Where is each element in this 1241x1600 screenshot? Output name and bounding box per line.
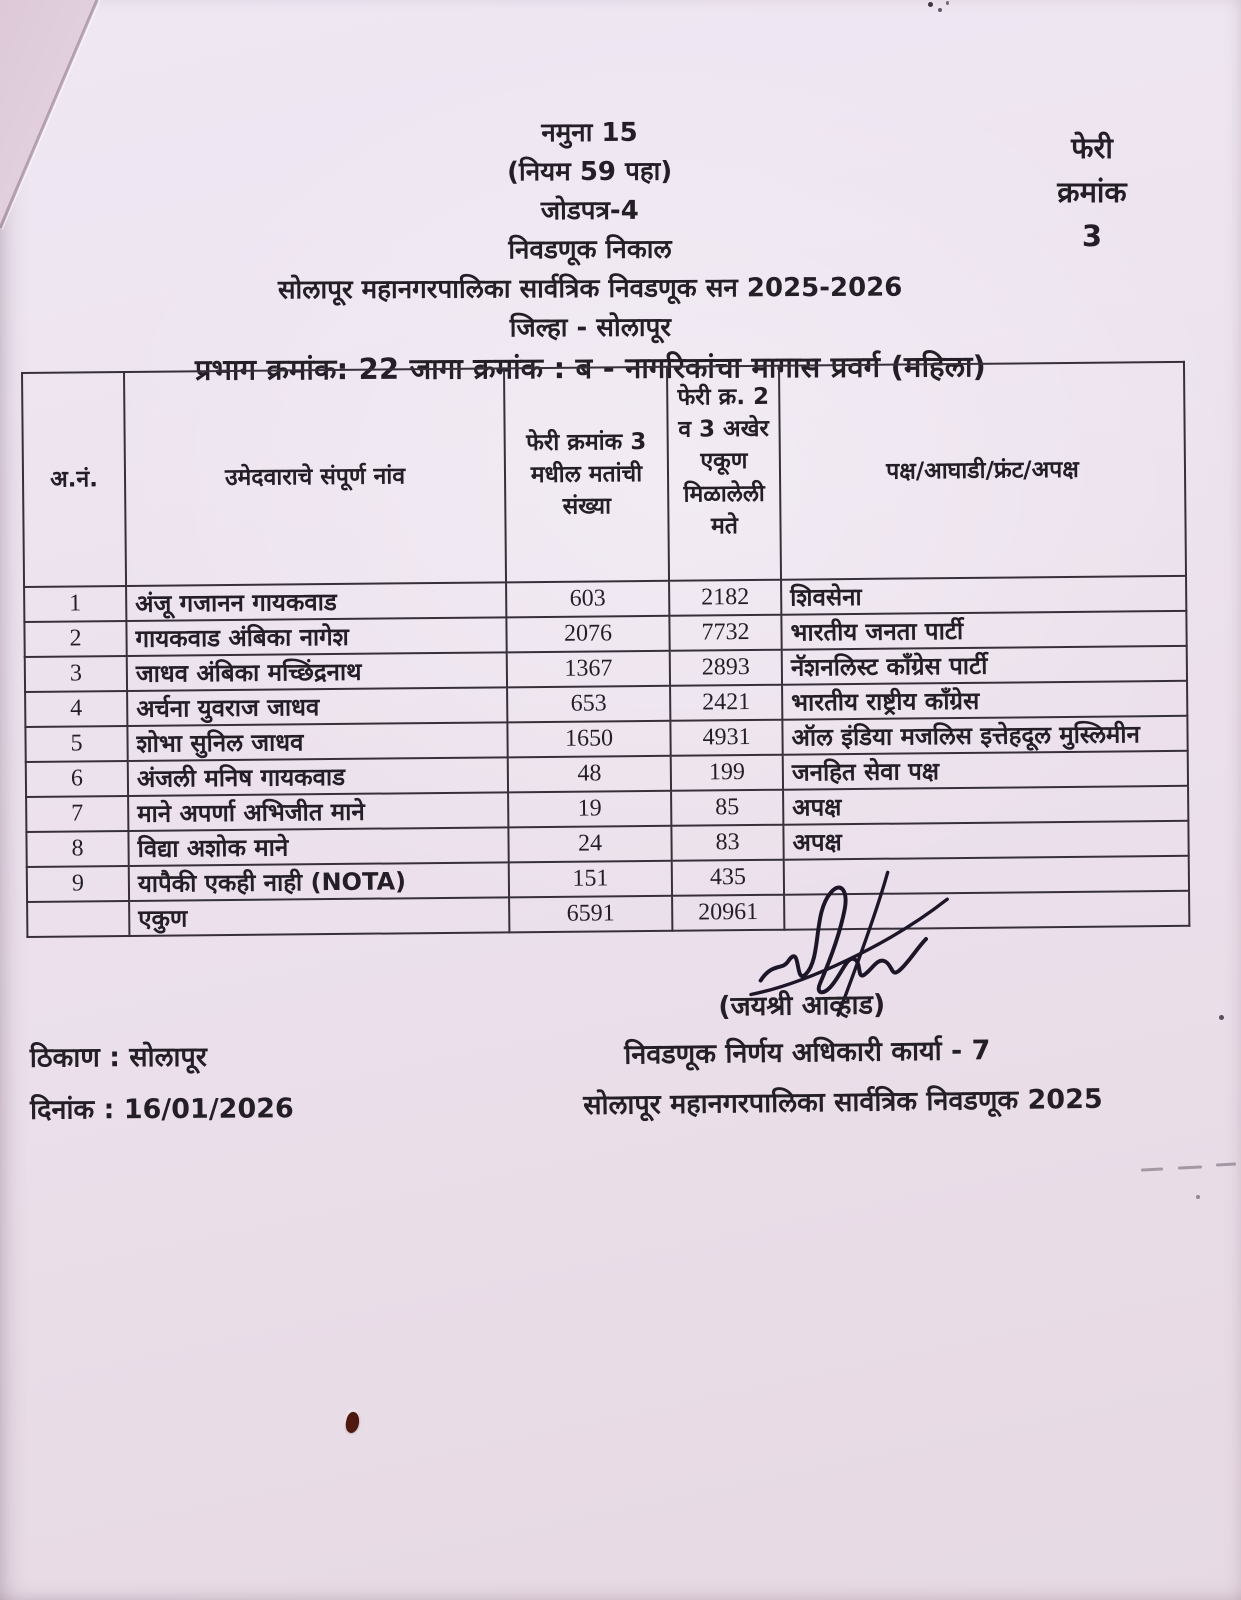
cell-total-votes: 435 xyxy=(672,860,784,896)
results-table-container xyxy=(21,361,1188,938)
cell-round3-votes: 1367 xyxy=(507,651,670,688)
pencil-dash xyxy=(1178,1165,1202,1169)
cell-candidate-name: शोभा सुनिल जाधव xyxy=(127,722,507,761)
cell-party: भारतीय राष्ट्रीय काँग्रेस xyxy=(782,681,1187,720)
cell-serial: 2 xyxy=(24,621,126,657)
cell-round3-votes: 1650 xyxy=(507,721,670,758)
round-value: 3 xyxy=(1081,219,1103,253)
ink-smudge-dot xyxy=(928,2,933,7)
cell-round3-votes: 2076 xyxy=(506,616,669,653)
cell-party: अपक्ष xyxy=(783,786,1188,825)
cell-round3-votes: 19 xyxy=(508,791,671,828)
round-label: क्रमांक xyxy=(1057,175,1127,209)
election-title-line: सोलापूर महानगरपालिका सार्वत्रिक निवडणूक सन 2025-2026 xyxy=(277,272,903,306)
cell-candidate-name: माने अपर्णा अभिजीत माने xyxy=(128,792,508,831)
cell-total-votes: 20961 xyxy=(672,895,784,931)
cell-serial: 5 xyxy=(25,726,127,762)
date-line: दिनांक : 16/01/2026 xyxy=(30,1093,294,1126)
cell-candidate-name: अंजली मनिष गायकवाड xyxy=(128,757,508,796)
cell-total-votes: 2893 xyxy=(670,650,782,686)
ink-dot xyxy=(1219,1015,1224,1020)
round-number-block xyxy=(1022,126,1162,258)
district-line: जिल्हा - सोलापूर xyxy=(509,312,672,344)
col-round3-votes-header: फेरी क्रमांक 3 मधील मतांची संख्या xyxy=(504,367,669,583)
cell-round3-votes: 653 xyxy=(507,686,670,723)
cell-candidate-name: विद्या अशोक माने xyxy=(128,827,508,866)
place-line: ठिकाण : सोलापूर xyxy=(29,1041,207,1074)
col-total-votes-header: फेरी क्र. 2 व 3 अखेर एकूण मिळालेली मते xyxy=(667,366,781,581)
cell-candidate-name: अंजू गजानन गायकवाड xyxy=(126,582,506,621)
cell-serial xyxy=(27,901,129,937)
result-title-line: निवडणूक निकाल xyxy=(508,234,672,266)
rule-reference-line: (नियम 59 पहा) xyxy=(507,156,673,188)
place-date-block xyxy=(30,1039,294,1128)
ink-dot xyxy=(1196,1195,1200,1199)
cell-party: भारतीय जनता पार्टी xyxy=(781,611,1186,650)
table-header-row xyxy=(22,362,1186,587)
cell-serial: 9 xyxy=(27,866,129,902)
cell-total-votes: 7732 xyxy=(669,615,781,651)
cell-serial: 3 xyxy=(25,656,127,692)
cell-total-votes: 85 xyxy=(671,790,783,826)
cell-party: जनहित सेवा पक्ष xyxy=(783,751,1188,790)
col-serial-header: अ.नं. xyxy=(22,372,126,587)
cell-total-votes: 4931 xyxy=(670,720,782,756)
cell-total-votes: 199 xyxy=(671,755,783,791)
signatory-name: (जयश्री आव्हाड) xyxy=(718,989,886,1023)
officer-designation: निवडणूक निर्णय अधिकारी कार्या - 7 xyxy=(624,1035,991,1071)
cell-round3-votes: 603 xyxy=(506,581,669,618)
ink-smudge-dot xyxy=(946,1,949,5)
cell-serial: 6 xyxy=(26,761,128,797)
cell-total-votes: 83 xyxy=(671,825,783,861)
cell-candidate-name: जाधव अंबिका मच्छिंद्रनाथ xyxy=(127,652,507,691)
cell-candidate-name: एकुण xyxy=(129,897,509,936)
annexure-line: जोडपत्र-4 xyxy=(540,195,639,227)
ink-smudge-dot xyxy=(938,8,942,12)
cell-serial: 8 xyxy=(26,831,128,867)
paper-speck xyxy=(344,1411,362,1435)
cell-total-votes: 2421 xyxy=(670,685,782,721)
results-body xyxy=(24,576,1189,937)
col-candidate-header: उमेदवाराचे संपूर्ण नांव xyxy=(124,368,506,586)
cell-round3-votes: 48 xyxy=(508,756,671,793)
cell-serial: 7 xyxy=(26,796,128,832)
cell-candidate-name: यापैकी एकही नाही (NOTA) xyxy=(129,862,509,901)
pencil-dash xyxy=(1216,1162,1236,1166)
cell-party: ऑल इंडिया मजलिस इत्तेहदूल मुस्लिमीन xyxy=(782,716,1187,755)
cell-party: अपक्ष xyxy=(783,821,1188,860)
document-header xyxy=(0,111,1181,390)
pencil-dash xyxy=(1141,1167,1163,1171)
cell-round3-votes: 6591 xyxy=(509,896,672,933)
form-number-line: नमुना 15 xyxy=(541,117,638,149)
cell-candidate-name: अर्चना युवराज जाधव xyxy=(127,687,507,726)
cell-round3-votes: 24 xyxy=(508,826,671,863)
cell-round3-votes: 151 xyxy=(509,861,672,898)
cell-serial: 4 xyxy=(25,691,127,727)
election-name-line: सोलापूर महानगरपालिका सार्वत्रिक निवडणूक 2025 xyxy=(583,1083,1103,1122)
ward-line: प्रभाग क्रमांक: 22 जागा क्रमांक : ब - नागरिकांचा मागास प्रवर्ग (महिला) xyxy=(194,349,987,387)
results-table xyxy=(21,361,1190,938)
col-party-header: पक्ष/आघाडी/फ्रंट/अपक्ष xyxy=(779,362,1186,580)
cell-total-votes: 2182 xyxy=(669,580,781,616)
cell-candidate-name: गायकवाड अंबिका नागेश xyxy=(126,617,506,656)
cell-party: नॅशनलिस्ट काँग्रेस पार्टी xyxy=(782,646,1187,685)
round-word: फेरी xyxy=(1071,131,1113,165)
cell-serial: 1 xyxy=(24,586,126,622)
cell-party: शिवसेना xyxy=(781,576,1186,615)
